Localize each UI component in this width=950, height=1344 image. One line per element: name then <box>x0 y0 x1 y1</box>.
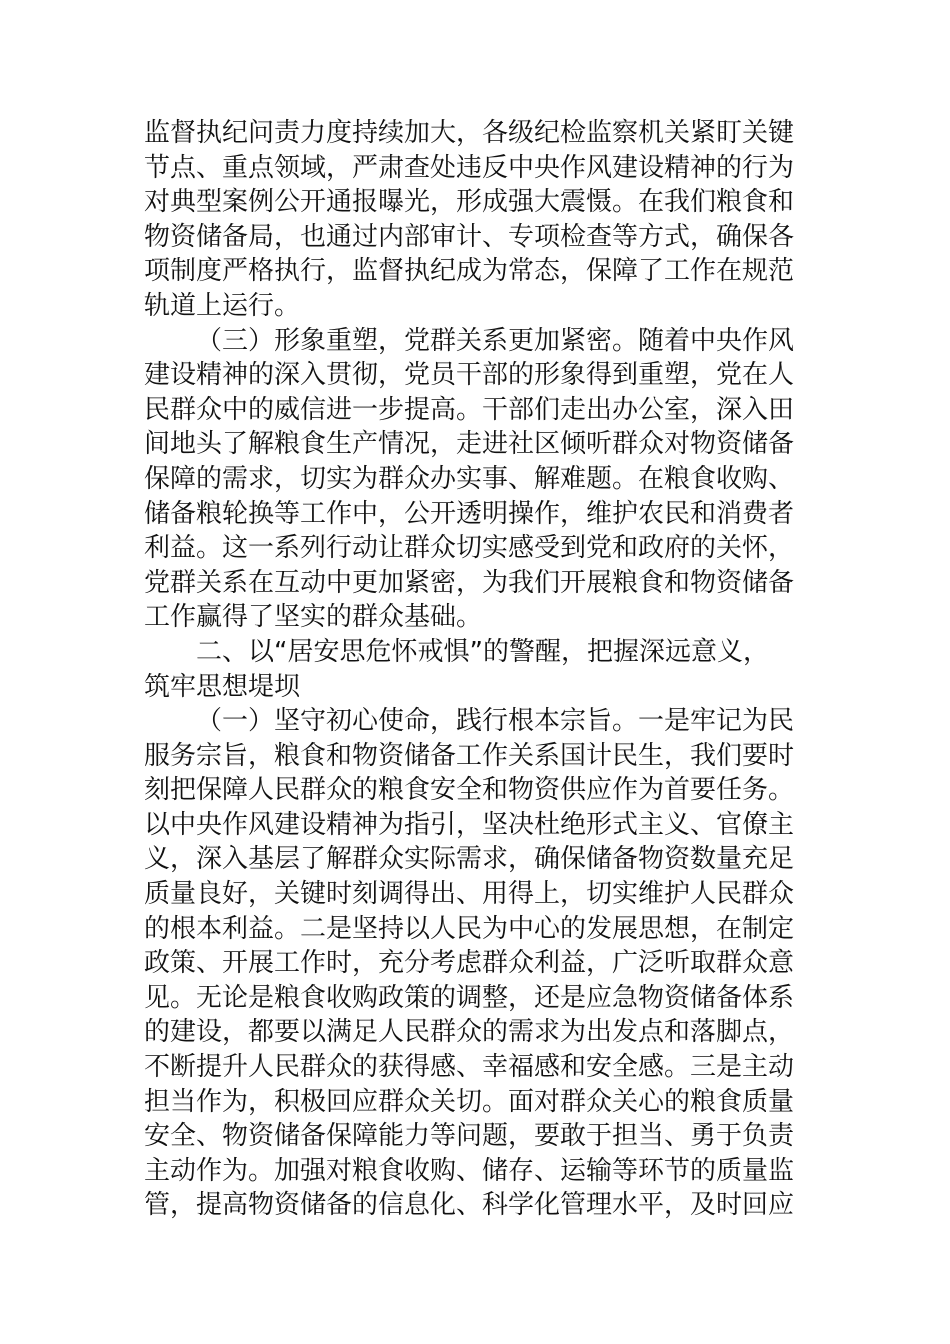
text-line: 二、以“居安思危怀戒惧”的警醒，把握深远意义， <box>196 636 769 667</box>
text-line: 义，深入基层了解群众实际需求，确保储备物资数量充足 <box>144 844 795 875</box>
text-line: 安全、物资储备保障能力等问题，要敢于担当、勇于负责 <box>144 1121 795 1152</box>
text-line: 民群众中的威信进一步提高。干部们走出办公室，深入田 <box>144 394 795 425</box>
text-line: 以中央作风建设精神为指引，坚决杜绝形式主义、官僚主 <box>144 809 795 840</box>
text-line: 主动作为。加强对粮食收购、储存、运输等环节的质量监 <box>144 1155 795 1186</box>
text-line: 见。无论是粮食收购政策的调整，还是应急物资储备体系 <box>144 982 795 1013</box>
text-line: 监督执纪问责力度持续加大，各级纪检监察机关紧盯关键 <box>144 118 795 148</box>
text-line: 对典型案例公开通报曝光，形成强大震慑。在我们粮食和 <box>144 187 795 218</box>
text-line: 工作赢得了坚实的群众基础。 <box>144 602 483 633</box>
text-line: 政策、开展工作时，充分考虑群众利益，广泛听取群众意 <box>144 948 795 979</box>
text-line: 服务宗旨，粮食和物资储备工作关系国计民生，我们要时 <box>144 740 795 771</box>
text-line: 节点、重点领域，严肃查处违反中央作风建设精神的行为 <box>144 152 795 183</box>
text-line: 项制度严格执行，监督执纪成为常态，保障了工作在规范 <box>144 256 795 287</box>
text-line: 质量良好，关键时刻调得出、用得上，切实维护人民群众 <box>144 879 795 910</box>
text-line: 不断提升人民群众的获得感、幸福感和安全感。三是主动 <box>144 1052 795 1083</box>
text-line: 利益。这一系列行动让群众切实感受到党和政府的关怀， <box>144 533 795 564</box>
text-line: 担当作为，积极回应群众关切。面对群众关心的粮食质量 <box>144 1086 795 1117</box>
text-line: 轨道上运行。 <box>144 290 301 321</box>
text-line: 筑牢思想堤坝 <box>144 671 301 702</box>
text-line: 的建设，都要以满足人民群众的需求为出发点和落脚点， <box>144 1017 795 1048</box>
text-line: 间地头了解粮食生产情况，走进社区倾听群众对物资储备 <box>144 429 795 460</box>
text-line: 保障的需求，切实为群众办实事、解难题。在粮食收购、 <box>144 463 795 494</box>
text-line: （一）坚守初心使命，践行根本宗旨。一是牢记为民 <box>196 706 795 737</box>
text-line: 的根本利益。二是坚持以人民为中心的发展思想，在制定 <box>144 913 795 944</box>
text-line: 刻把保障人民群众的粮食安全和物资供应作为首要任务。 <box>144 775 795 806</box>
text-line: （三）形象重塑，党群关系更加紧密。随着中央作风 <box>196 325 795 356</box>
text-line: 物资储备局，也通过内部审计、专项检查等方式，确保各 <box>144 221 795 252</box>
text-line: 建设精神的深入贯彻，党员干部的形象得到重塑，党在人 <box>144 360 795 391</box>
body-text <box>144 116 814 1223</box>
text-line: 管，提高物资储备的信息化、科学化管理水平，及时回应 <box>144 1190 795 1221</box>
text-line: 党群关系在互动中更加紧密，为我们开展粮食和物资储备 <box>144 567 795 598</box>
text-line: 储备粮轮换等工作中，公开透明操作，维护农民和消费者 <box>144 498 795 529</box>
